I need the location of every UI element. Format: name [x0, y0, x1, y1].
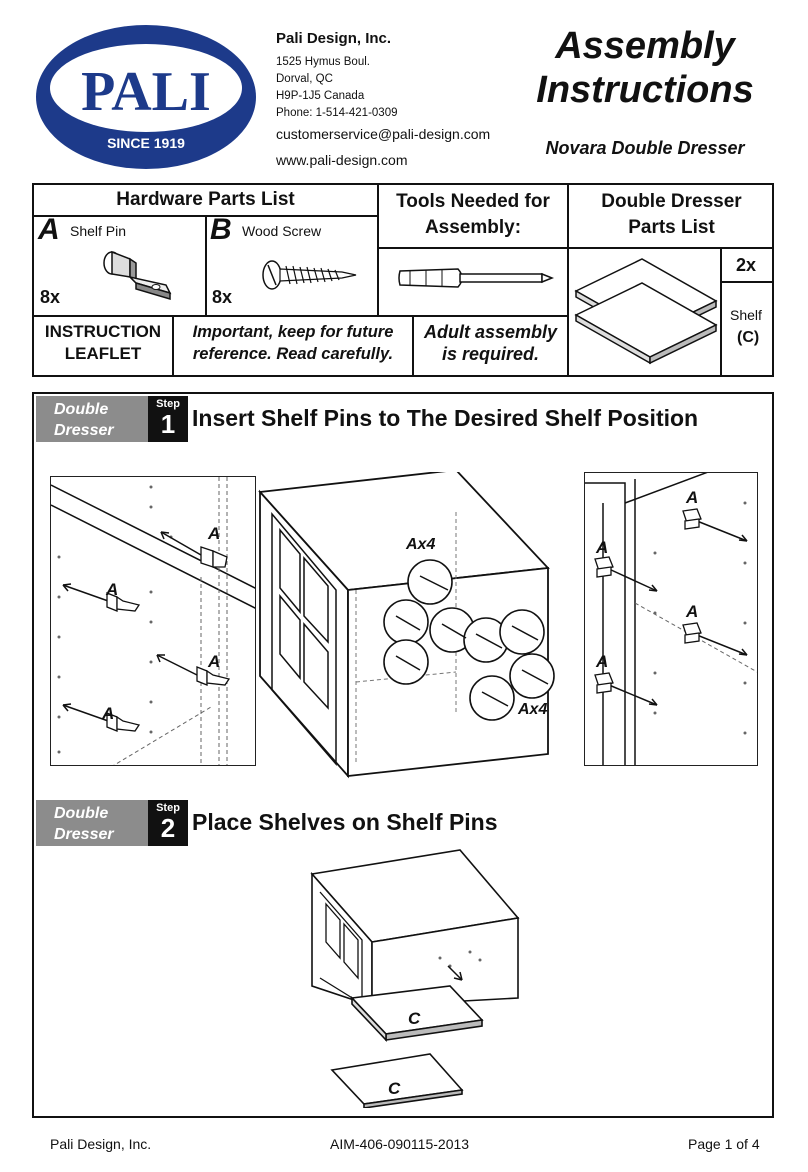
address-line: H9P-1J5 Canada [276, 90, 365, 102]
part-b-qty: 8x [212, 287, 233, 307]
svg-text:Ax4: Ax4 [518, 701, 548, 718]
page-title: Assembly Instructions [536, 25, 754, 111]
step2-number-box: Step 2 [148, 800, 188, 846]
pin-callout: A [208, 524, 221, 543]
company-name: Pali Design, Inc. [276, 30, 392, 47]
pin-callout: A [208, 652, 221, 671]
address-line: 1525 Hymus Boul. [276, 56, 370, 68]
footer-company: Pali Design, Inc. [50, 1136, 152, 1152]
step2-title: Place Shelves on Shelf Pins [192, 809, 498, 835]
email-link[interactable]: customerservice@pali-design.com [276, 126, 491, 142]
step1-number-box: Step 1 [148, 396, 188, 442]
svg-text:SINCE 1919: SINCE 1919 [107, 135, 185, 151]
part-a-name: Shelf Pin [70, 223, 127, 239]
step1-title: Insert Shelf Pins to The Desired Shelf Position [192, 405, 699, 431]
svg-text:PALI: PALI [81, 61, 211, 123]
shelf-pin-icon [96, 241, 176, 307]
pali-logo [34, 22, 258, 172]
pin-callout: A [106, 580, 119, 599]
screwdriver-icon [396, 259, 556, 297]
step1-badge: Double Dresser [36, 396, 148, 442]
steps-area [32, 392, 774, 1118]
pin-callout: A [102, 704, 115, 723]
step1-right-detail [584, 472, 758, 766]
website-link[interactable]: www.pali-design.com [276, 152, 408, 168]
part-a-qty: 8x [40, 287, 61, 307]
svg-text:C: C [388, 1079, 401, 1098]
step1-left-detail [50, 476, 256, 766]
part-a-letter: A [38, 213, 60, 246]
parts-table [32, 183, 774, 377]
tools-header: Tools Needed for Assembly: [396, 191, 550, 238]
hardware-header: Hardware Parts List [116, 189, 295, 210]
svg-text:C: C [408, 1009, 421, 1028]
shelf-name: Shelf [730, 307, 762, 323]
footer-page-number: Page 1 of 4 [688, 1136, 760, 1152]
shelf-qty: 2x [736, 255, 757, 275]
shelf-panels-icon [572, 251, 720, 369]
pin-callout: A [686, 602, 699, 621]
part-b-name: Wood Screw [242, 223, 322, 239]
phone: Phone: 1-514-421-0309 [276, 107, 398, 119]
shelf-code: (C) [737, 329, 760, 346]
instruction-leaflet: INSTRUCTION LEAFLET [44, 322, 162, 363]
dresser-parts-header: Double Dresser Parts List [601, 191, 742, 238]
pin-callout: A [596, 538, 609, 557]
important-note: Important, keep for future reference. Read carefully. [192, 323, 394, 363]
pin-callout: A [686, 488, 699, 507]
svg-text:Ax4: Ax4 [406, 536, 436, 553]
shelf-placement-illustration [330, 958, 490, 1108]
address-line: Dorval, QC [276, 73, 333, 85]
footer-doc-number: AIM-406-090115-2013 [330, 1136, 470, 1152]
step2-badge: Double Dresser [36, 800, 148, 846]
product-name: Novara Double Dresser [545, 138, 745, 158]
wood-screw-icon [260, 257, 360, 293]
part-b-letter: B [210, 213, 232, 246]
dresser-step1-illustration [256, 472, 556, 782]
pin-callout: A [596, 652, 609, 671]
adult-assembly-note: Adult assembly is required. [423, 322, 558, 364]
